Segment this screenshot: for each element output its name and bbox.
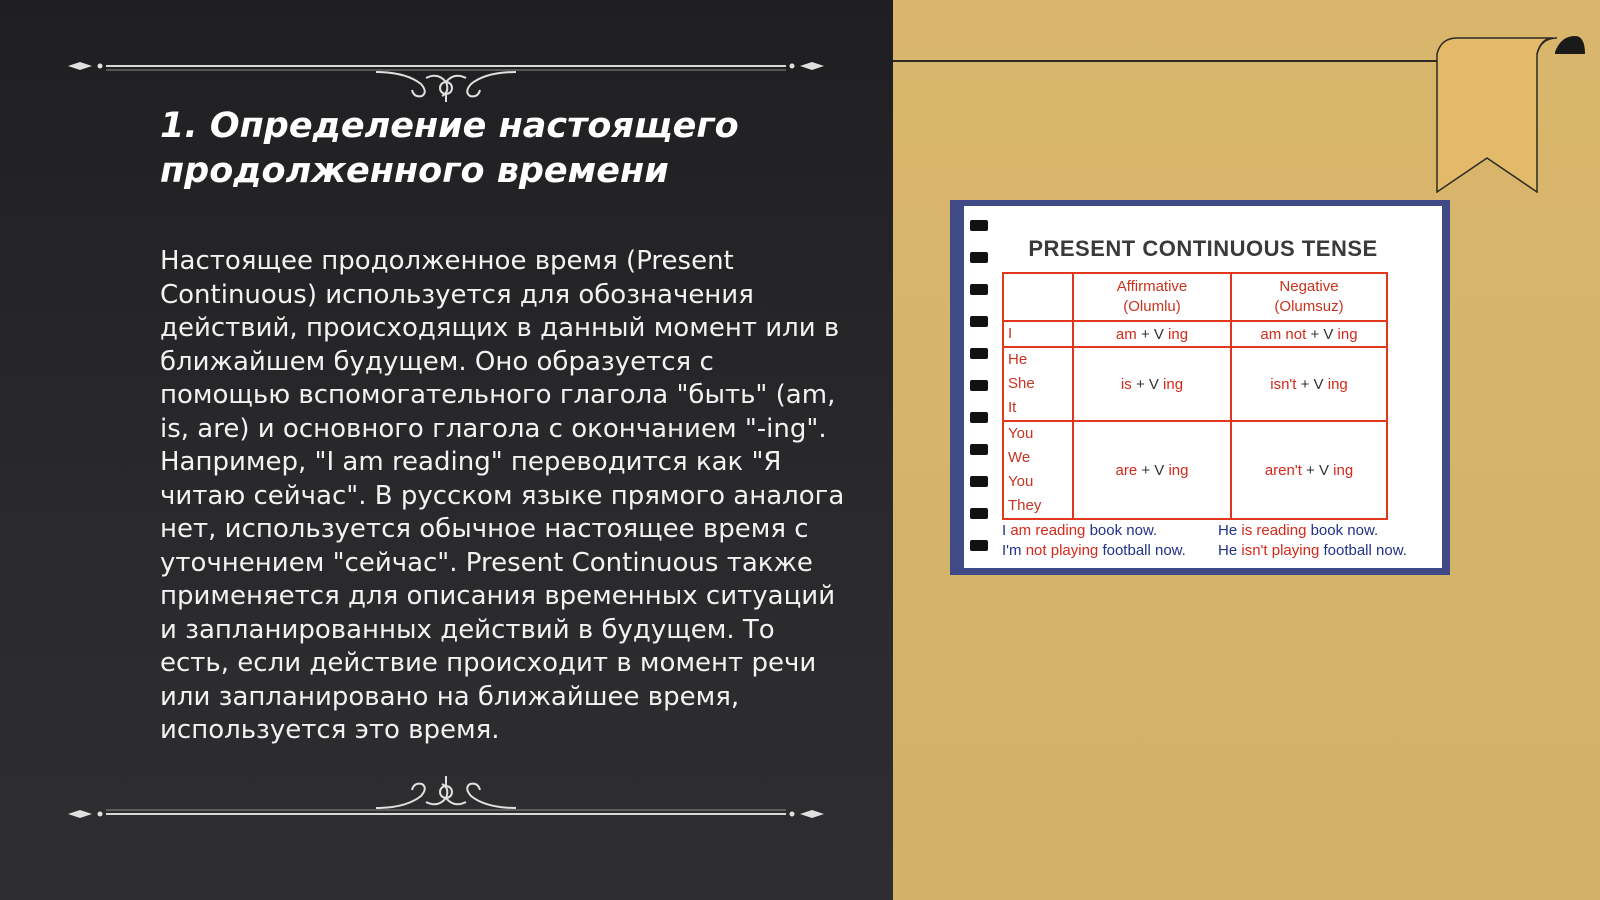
affirmative-cell (1073, 421, 1231, 519)
ing-suffix: ing (1163, 375, 1184, 393)
affirmative-cell (1073, 347, 1231, 421)
example-subject: I'm (1002, 542, 1022, 559)
example-rest: football now. (1323, 542, 1407, 559)
negative-cell (1231, 347, 1387, 421)
plus-v: + V (1141, 461, 1165, 479)
spiral-ring (970, 220, 988, 231)
example-sentence (1002, 522, 1157, 539)
aux-verb: am not (1260, 325, 1307, 343)
aux-verb: aren't (1264, 461, 1302, 479)
aux-verb: isn't (1270, 375, 1297, 393)
example-verb: reading (1256, 522, 1307, 539)
example-subject: He (1218, 522, 1238, 539)
example-sentence (1002, 542, 1186, 559)
notebook-title: PRESENT CONTINUOUS TENSE (1028, 236, 1378, 261)
header-neg-label: Negative (1279, 278, 1339, 295)
notebook-page (964, 206, 1442, 568)
header-aff-sub: (Olumlu) (1123, 298, 1181, 315)
spiral-ring (970, 508, 988, 519)
plus-v: + V (1300, 375, 1324, 393)
bookmark-ribbon (1435, 34, 1585, 204)
aux-verb: is (1120, 375, 1132, 393)
table-header-negative (1231, 273, 1387, 321)
divider-line (893, 60, 1438, 62)
plus-v: + V (1306, 461, 1329, 479)
pronoun: She (1008, 375, 1035, 392)
pronoun: They (1008, 497, 1042, 514)
slide-title (160, 104, 860, 194)
spiral-ring (970, 316, 988, 327)
bottom-ornament (66, 770, 826, 830)
example-verb: reading (1035, 522, 1086, 539)
example-aux: am (1010, 522, 1032, 539)
example-aux: isn't (1241, 542, 1268, 559)
plus-v: + V (1140, 325, 1164, 343)
table-row (1003, 347, 1387, 421)
negative-cell (1231, 321, 1387, 347)
spiral-ring (970, 444, 988, 455)
grammar-notebook-image (950, 200, 1450, 575)
example-subject: He (1218, 542, 1238, 559)
ing-suffix: ing (1333, 461, 1354, 479)
pronoun-cell (1003, 347, 1073, 421)
plus-v: + V (1135, 375, 1159, 393)
ing-suffix: ing (1168, 461, 1189, 479)
spiral-ring (970, 412, 988, 423)
table-header-empty (1003, 273, 1073, 321)
top-ornament (66, 42, 826, 102)
spiral-ring (970, 476, 988, 487)
aux-verb: am (1115, 325, 1137, 343)
table-row (1003, 421, 1387, 519)
slide-title-line-1: 1. Определение настоящего (160, 106, 739, 146)
pronoun: You (1008, 425, 1034, 442)
conjugation-table (1002, 272, 1388, 520)
plus-v: + V (1310, 325, 1334, 343)
slide-body-text: Настоящее продолженное время (Present Continuous) используется для обозначения действий, происходящих в данный момент или в ближайшем будущем. Оно образуется с помощью вспомогательного глагола "быть" (am, is, are) и основного глагола с окончанием "-ing". Например, "I am reading" переводится как "Я читаю сейчас". В русском языке прямого аналога нет, используется обычное настоящее время с уточнением "сейчас". Present Continuous также применяется для описания временных ситуаций и запланированных действий в будущем. То есть, если действие происходит в момент речи или запланировано на ближайшее время, используется это время. (160, 246, 845, 745)
pronoun: You (1008, 473, 1034, 490)
example-sentence (1218, 542, 1407, 559)
pronoun: It (1008, 399, 1017, 416)
ing-suffix: ing (1168, 325, 1189, 343)
pronoun-cell (1003, 421, 1073, 519)
example-subject: I (1002, 522, 1007, 539)
spiral-ring (970, 380, 988, 391)
spiral-ring (970, 540, 988, 551)
pronoun: We (1008, 449, 1031, 466)
example-verb: playing (1050, 542, 1099, 559)
table-row (1003, 321, 1387, 347)
ing-suffix: ing (1337, 325, 1358, 343)
example-rest: football now. (1102, 542, 1186, 559)
header-neg-sub: (Olumsuz) (1274, 298, 1344, 315)
spiral-ring (970, 348, 988, 359)
slide-title-line-2: продолженного времени (160, 151, 669, 191)
pronoun: He (1008, 351, 1028, 368)
table-header-row (1003, 273, 1387, 321)
spiral-ring (970, 284, 988, 295)
example-verb: playing (1271, 542, 1320, 559)
header-aff-label: Affirmative (1116, 278, 1188, 295)
example-aux: is (1241, 522, 1253, 539)
pronoun: I (1008, 325, 1013, 342)
table-header-affirmative (1073, 273, 1231, 321)
example-aux: not (1025, 542, 1047, 559)
ing-suffix: ing (1327, 375, 1348, 393)
affirmative-cell (1073, 321, 1231, 347)
example-rest: book now. (1089, 522, 1158, 539)
example-rest: book now. (1310, 522, 1379, 539)
aux-verb: are (1115, 461, 1138, 479)
negative-cell (1231, 421, 1387, 519)
example-sentence (1218, 522, 1378, 539)
pronoun-cell (1003, 321, 1073, 347)
